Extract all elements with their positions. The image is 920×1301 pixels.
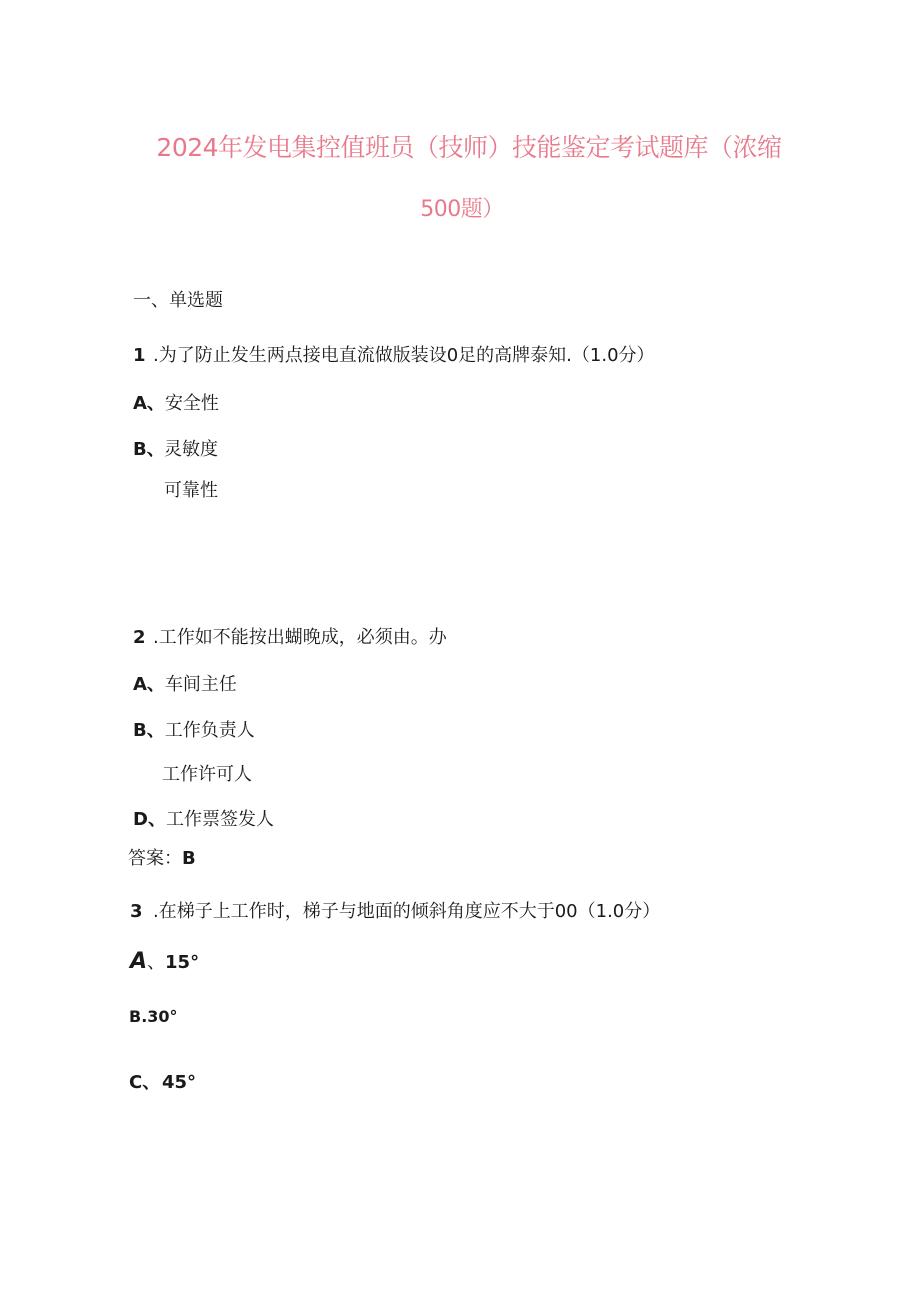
question-3 [130, 897, 660, 923]
option-prefix: A [130, 949, 148, 974]
option-prefix: C、 [129, 1072, 161, 1093]
question-2-answer [128, 844, 196, 870]
question-1-option-c [164, 476, 218, 502]
option-text: 30° [147, 1007, 178, 1026]
section-heading: 一、单选题 [133, 290, 223, 311]
question-3-option-c [129, 1068, 196, 1094]
option-text: 可靠性 [164, 480, 218, 501]
question-3-option-a [130, 948, 199, 974]
option-prefix: A、 [133, 674, 165, 695]
question-number: 2 [133, 627, 146, 648]
question-text: .为了防止发生两点接电直流做版装设0足的高牌泰知.（1.0分） [153, 345, 655, 366]
option-text: 45° [162, 1072, 197, 1093]
question-2-option-b [133, 716, 255, 742]
option-prefix: B. [129, 1007, 148, 1026]
question-2-option-d [133, 805, 274, 831]
option-text: 15° [165, 952, 200, 973]
option-prefix: B、 [133, 720, 165, 741]
option-text: 工作许可人 [162, 764, 252, 785]
option-prefix: D、 [133, 809, 166, 830]
question-1 [133, 341, 655, 367]
option-prefix: A、 [133, 393, 165, 414]
question-2 [133, 623, 447, 649]
document-title-line-2: 500题） [420, 197, 504, 222]
question-3-option-b [129, 1007, 178, 1026]
option-text: 工作票签发人 [165, 809, 274, 830]
question-number: 3 [130, 901, 143, 922]
document-title-line-1: 2024年发电集控值班员（技师）技能鉴定考试题库（浓缩 [156, 133, 782, 162]
option-text: 车间主任 [164, 674, 237, 695]
question-text: .在梯子上工作时，梯子与地面的倾斜角度应不大于00（1.0分） [153, 901, 661, 922]
question-2-option-a [133, 670, 237, 696]
question-1-option-b [133, 435, 218, 461]
option-text: 灵敏度 [164, 439, 218, 460]
option-separator: 、 [147, 952, 166, 973]
option-text: 安全性 [164, 393, 219, 414]
answer-value: B [182, 848, 196, 869]
option-text: 工作负责人 [164, 720, 255, 741]
question-number: 1 [133, 345, 146, 366]
question-text: .工作如不能按出蝴晚成，必须由。办 [153, 627, 447, 648]
answer-label: 答案： [128, 848, 182, 869]
question-2-option-c [162, 760, 252, 786]
option-prefix: B、 [133, 439, 165, 460]
question-1-option-a [133, 389, 219, 415]
